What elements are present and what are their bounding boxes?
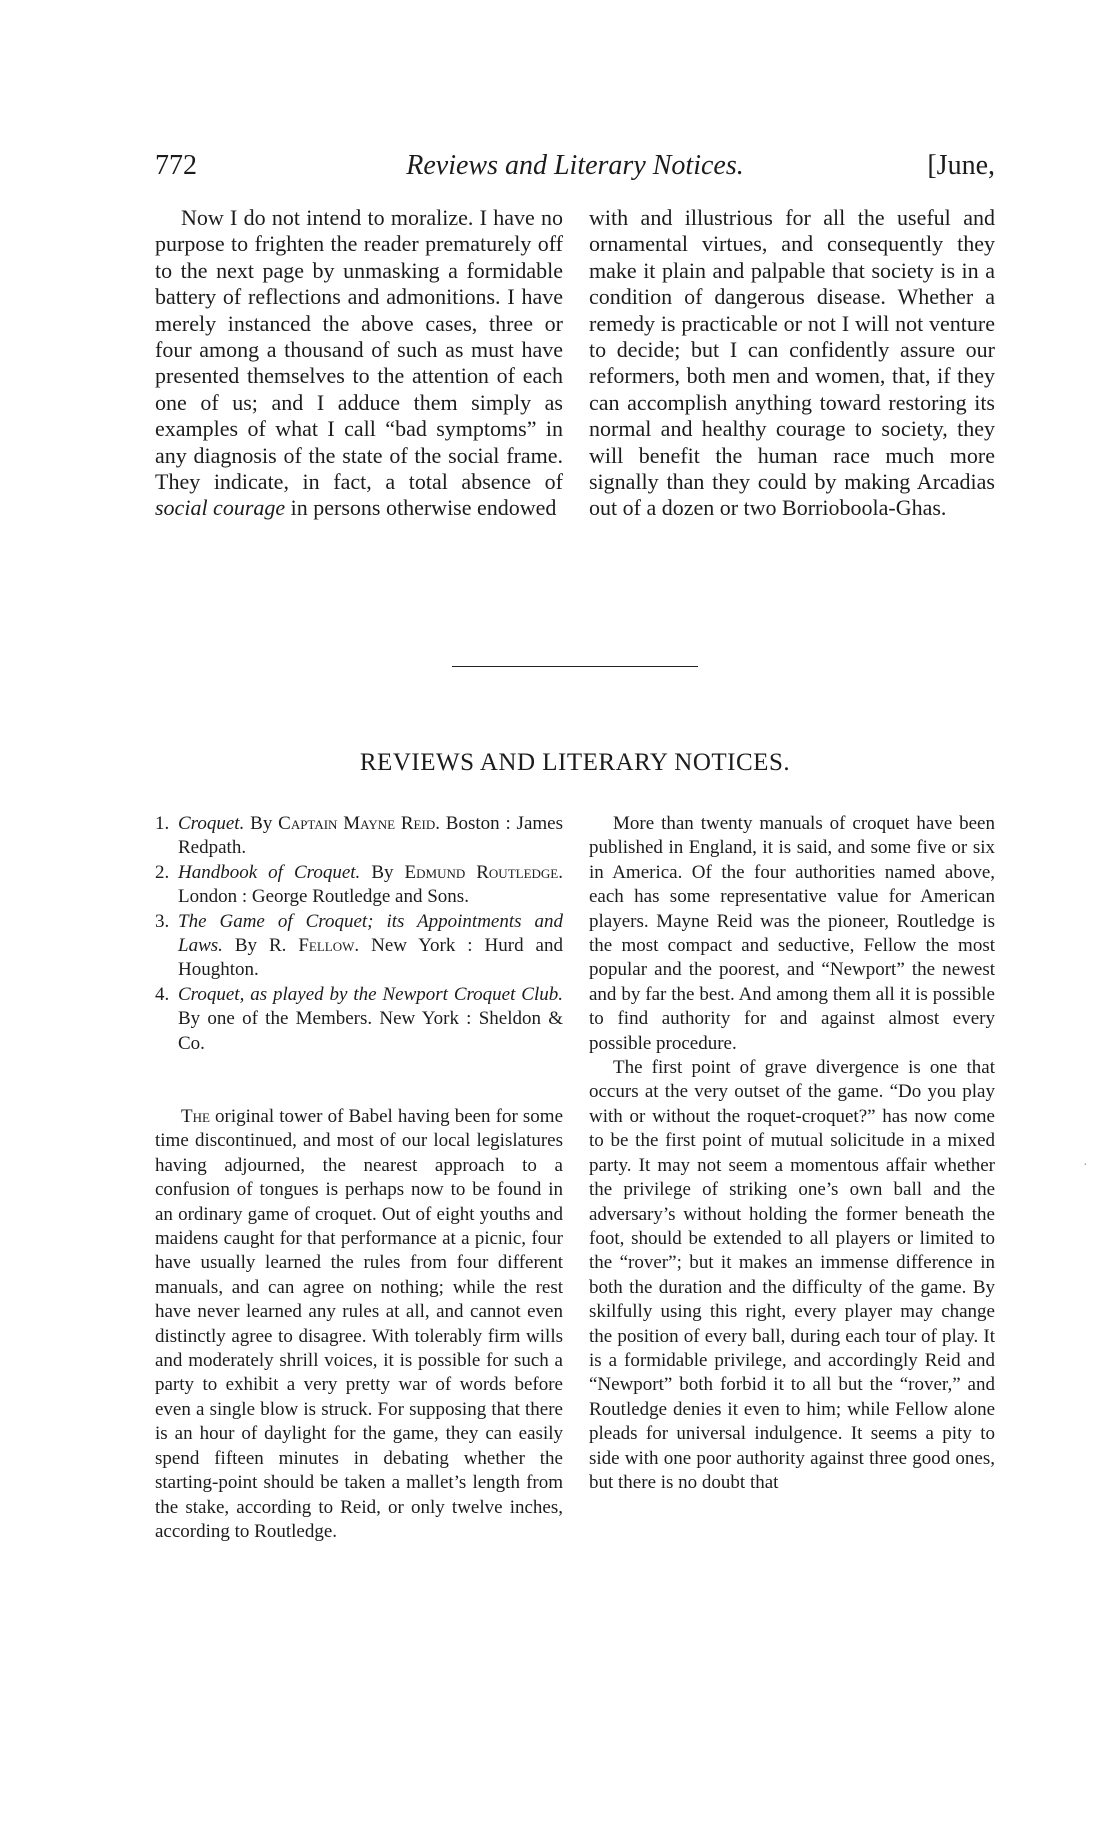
book-imprint: New York : Hurd and Houghton. (178, 935, 563, 981)
running-month: [June, (927, 150, 995, 181)
item-number: 3. (155, 910, 170, 932)
bibliography-item (155, 861, 563, 910)
top-left-column (155, 205, 563, 522)
bibliography-item (155, 983, 563, 1056)
babel-paragraph (155, 1105, 563, 1544)
section-divider-rule (452, 666, 698, 667)
scan-speck: · (1083, 1158, 1088, 1173)
top-right-column (589, 205, 995, 522)
book-author: Edmund Routledge. (404, 861, 563, 883)
by-text: By (222, 935, 269, 957)
by-text: By one of the Members. (178, 1008, 373, 1030)
book-imprint: Boston : James Redpath. (178, 813, 563, 859)
book-author: R. Fellow. (268, 935, 360, 957)
book-title: Croquet. (178, 813, 245, 834)
top-right-paragraph: with and illustrious for all the useful and ornamental virtues, and consequently they make it plain and palpable that society is in a condition of dangerous disease. Whether a remedy is practicable or not I will not venture to decide; but I can confidently assure our reformers, both men and women, that, if they can accomplish anything toward restoring its normal and healthy courage to society, they will benefit the human race much more signally than they could by making Arcadias out of a dozen or two Borrioboola-Ghas. (589, 205, 995, 521)
lead-word: The (181, 1106, 210, 1127)
manuals-paragraph: More than twenty manuals of croquet have been published in England, it is said, and some five or six in America. Of the four authorities named above, each has some representative value for American players. Mayne Reid was the pioneer, Routledge is the most compact and seductive, Fellow the most popular and the poorest, and “Newport” the newest and by far the best. And among them all it is possible to find authority for and against almost every possible procedure. (589, 813, 995, 1054)
bottom-left-column (155, 1105, 563, 1544)
running-title: Reviews and Literary Notices. (406, 150, 744, 181)
by-text: By (244, 813, 279, 834)
bibliography-item (155, 910, 563, 983)
book-imprint: New York : Sheldon & Co. (178, 1008, 564, 1054)
text-segment: in persons otherwise endowed (285, 495, 557, 521)
item-number: 4. (155, 983, 170, 1005)
section-title: REVIEWS AND LITERARY NOTICES. (359, 749, 791, 776)
top-left-paragraph (155, 205, 563, 522)
page-number: 772 (155, 150, 197, 181)
book-title: The Game of Croquet; its Appointments and Laws. (178, 910, 563, 957)
page-header (155, 150, 995, 194)
book-title: Handbook of Croquet. (178, 861, 361, 883)
bibliography-list (155, 812, 563, 1056)
emphasis-text: social courage (155, 495, 286, 521)
item-number: 1. (155, 813, 170, 834)
by-text: By (360, 861, 405, 883)
book-imprint: London : George Routledge and Sons. (178, 886, 469, 908)
text-segment: Now I do not intend to moralize. I have no purpose to frighten the reader prematurely off to the next page by unmasking a formidable battery of reflections and admonitions. I have merely instanced the above cases, three or four among a thousand of such as must have presented themselves to the attention of each one of us; and I adduce them simply as examples of what I call “bad symptoms” in any diagnosis of the state of the social frame. They indicate, in fact, a total absence of (155, 205, 563, 495)
book-title: Croquet, as played by the Newport Croquet Club. (178, 983, 563, 1005)
bottom-right-column (589, 812, 995, 1495)
text-segment: original tower of Babel having been for some time discontinued, and most of our local legislatures having adjourned, the nearest approach to a confusion of tongues is perhaps now to be found in an ordinary game of croquet. Out of eight youths and maidens caught for that performance at a picnic, four have usually learned the rules from four different manuals, and can agree on nothing; while the rest have never learned any rules at all, and cannot even distinctly agree to disagree. With tolerably firm wills and moderately shrill voices, it is possible for such a party to exhibit a very pretty war of words before even a single blow is struck. For supposing that there is an hour of daylight for the game, they can easily spend fifteen minutes in debating whether the starting-point should be taken a mallet’s length from the stake, according to Reid, or only twelve inches, according to Routledge. (155, 1106, 563, 1542)
divergence-paragraph: The first point of grave divergence is one that occurs at the very outset of the game. “Do you play with or without the roquet-croquet?” has now come to be the first point of mutual solicitude in a mixed party. It may not seem a momentous affair whether the privilege of striking one’s own ball and the adversary’s without holding the former beneath the foot, should be extended to all players or limited to the “rover”; but it makes an immense difference in both the duration and the difficulty of the game. By skilfully using this right, every player may change the position of every ball, during each tour of play. It is a formidable privilege, and accordingly Reid and “Newport” both forbid it to all but the “rover,” and Routledge denies it even to him; while Fellow alone pleads for universal indulgence. It seems a pity to side with one poor authority against three good ones, but there is no doubt that (589, 1057, 995, 1493)
book-author: Captain Mayne Reid. (278, 813, 440, 834)
item-number: 2. (155, 861, 170, 883)
bibliography-item (155, 812, 563, 861)
